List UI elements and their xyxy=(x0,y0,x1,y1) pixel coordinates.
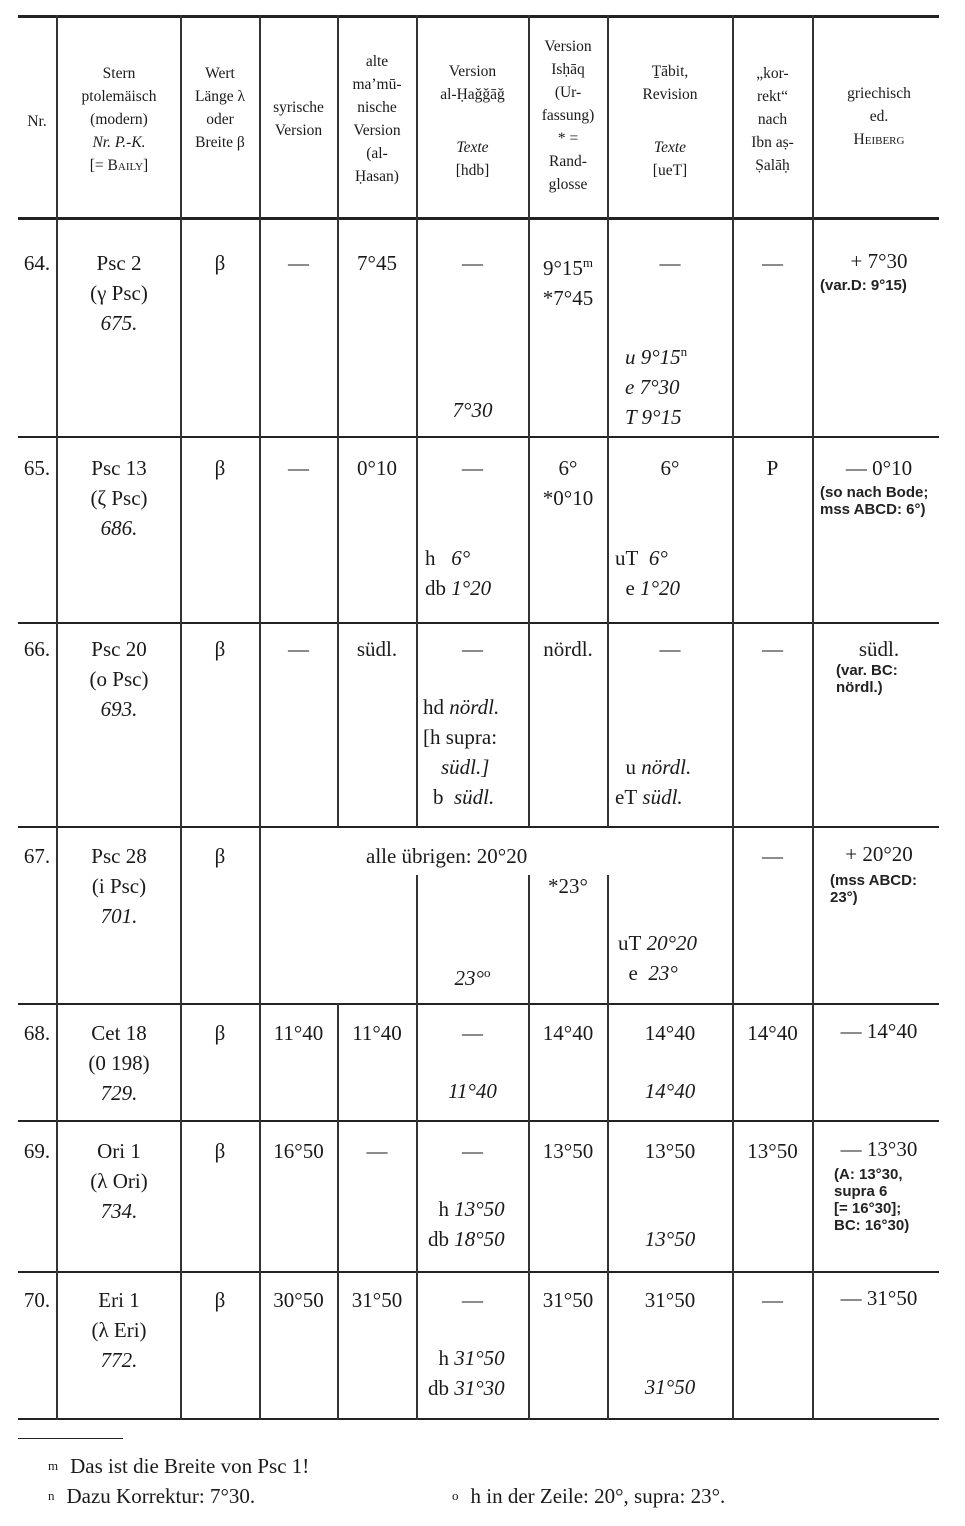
stern-name: Cet 18 xyxy=(91,1021,147,1045)
row-stern xyxy=(58,453,180,543)
row-nr: 66. xyxy=(23,637,51,661)
row-alte: 0°10 xyxy=(357,456,397,480)
griech-note-line: (var. BC: xyxy=(836,662,898,679)
row-tabit-variants xyxy=(618,928,732,988)
row-griech: — 0°10 xyxy=(845,456,913,480)
stern-modern: (ζ Psc) xyxy=(90,486,148,510)
row-griech: — 13°30 xyxy=(840,1137,918,1161)
hajjaj-supra: [h supra: xyxy=(423,725,498,749)
manuscript-siglum: uT xyxy=(615,546,639,570)
griech-note-line: [= 16°30]; xyxy=(834,1200,902,1217)
header-griechisch-line: Heiberg xyxy=(853,131,905,148)
manuscript-siglum: db xyxy=(425,576,446,600)
header-hajjaj-line xyxy=(417,106,528,136)
row-syr: — xyxy=(288,637,309,661)
row-hajjaj: — xyxy=(462,1021,483,1045)
header-stern-line: (modern) xyxy=(90,111,148,128)
row-ishaq: 14°40 xyxy=(542,1021,594,1045)
header-hajjaj-line: Version xyxy=(448,63,497,80)
header-griechisch-line: griechisch xyxy=(847,85,911,102)
griech-note-line: nördl.) xyxy=(836,679,883,696)
griech-note-line: 23°) xyxy=(830,889,858,906)
footnote-mark: m xyxy=(582,255,594,270)
header-tabit-line: [ueT] xyxy=(652,162,688,179)
row-korrekt: — xyxy=(762,637,783,661)
row-ishaq: *23° xyxy=(548,874,588,898)
footnote-mark: m xyxy=(48,1458,59,1473)
header-stern-line: Stern xyxy=(102,65,136,82)
header-wert-line: Breite β xyxy=(195,134,245,151)
row-tabit-variant: 14°40 xyxy=(644,1079,696,1103)
row-hajjaj: — xyxy=(462,637,483,661)
header-wert-line: Länge λ xyxy=(194,88,246,105)
row-stern xyxy=(58,634,180,724)
row-hajjaj: — xyxy=(462,456,483,480)
stern-name: Ori 1 xyxy=(97,1139,141,1163)
row-tabit-variants xyxy=(615,752,732,812)
hajjaj-variant: 31°50 xyxy=(454,1346,505,1370)
footnote-mark: o xyxy=(452,1488,459,1503)
griech-note-line: (mss ABCD: xyxy=(830,872,917,889)
header-wert-line: oder xyxy=(206,111,234,128)
row-alte: — xyxy=(366,1139,388,1163)
header-hajjaj xyxy=(417,60,528,182)
header-syrische xyxy=(260,96,337,142)
ishaq-glosse: *0°10 xyxy=(542,486,594,510)
row-griech-note xyxy=(820,484,945,518)
header-hajjaj-line: al-Ḥaǧǧāǧ xyxy=(440,86,505,103)
griech-note-line: (A: 13°30, xyxy=(834,1166,903,1183)
row-alte: 11°40 xyxy=(352,1021,402,1045)
row-wert: β xyxy=(214,844,226,868)
bottom-rule xyxy=(18,1418,939,1420)
header-stern-line: [= Baily] xyxy=(89,157,149,174)
stern-modern: (λ Eri) xyxy=(91,1318,147,1342)
header-ishaq-line: * = xyxy=(557,130,579,147)
row-hajjaj: — xyxy=(462,251,483,275)
header-alte-line: alte xyxy=(365,53,389,70)
ishaq-value: 9°15 xyxy=(542,256,583,280)
header-ishaq-line: Isḥāq xyxy=(551,61,585,78)
griech-note-line: BC: 16°30) xyxy=(834,1217,910,1234)
header-alte-line: ma’mū- xyxy=(352,76,402,93)
row-ishaq: 13°50 xyxy=(542,1139,594,1163)
stern-number: 734. xyxy=(100,1199,138,1223)
row-stern xyxy=(58,841,180,931)
row-alte: südl. xyxy=(356,637,398,661)
header-nr xyxy=(18,110,56,133)
hajjaj-variant: 1°20 xyxy=(451,576,492,600)
header-stern xyxy=(58,62,180,177)
stern-number: 693. xyxy=(100,697,138,721)
row-wert: β xyxy=(214,1288,226,1312)
row-wert: β xyxy=(214,1021,226,1045)
row-hajjaj-variants xyxy=(425,543,528,603)
stern-modern: (λ Ori) xyxy=(90,1169,148,1193)
row-korrekt: 13°50 xyxy=(747,1139,798,1163)
row-rule xyxy=(18,436,939,438)
row-stern xyxy=(58,1136,180,1226)
ishaq-value: 6° xyxy=(558,456,578,480)
row-tabit: 13°50 xyxy=(644,1139,696,1163)
tabit-variant: T 9°15 xyxy=(625,405,682,429)
header-tabit-line xyxy=(608,106,732,136)
row-syr: 11°40 xyxy=(273,1021,324,1045)
griech-note-line: supra 6 xyxy=(834,1183,888,1200)
row-alte: 7°45 xyxy=(357,251,397,275)
col-rule xyxy=(180,15,182,1420)
row-tabit: 14°40 xyxy=(644,1021,696,1045)
hajjaj-variant: südl. xyxy=(454,785,495,809)
footnote-text: h in der Zeile: 20°, supra: 23°. xyxy=(470,1484,726,1508)
header-griechisch xyxy=(813,82,945,151)
stern-modern: (o Psc) xyxy=(89,667,149,691)
stern-name: Psc 20 xyxy=(91,637,147,661)
hajjaj-variant: 6° xyxy=(451,546,471,570)
header-korrekt-line: „kor- xyxy=(756,65,789,82)
footnote-o xyxy=(452,1482,725,1510)
row-tabit: — xyxy=(659,251,681,275)
row-griech: — 31°50 xyxy=(840,1286,918,1310)
manuscript-siglum: h xyxy=(425,546,436,570)
row-griech-note xyxy=(834,1166,945,1234)
hajjaj-variant: 23° xyxy=(454,966,484,990)
row-tabit: 6° xyxy=(660,456,680,480)
tabit-variant: südl. xyxy=(642,785,683,809)
row-rule xyxy=(18,622,939,624)
manuscript-siglum: db xyxy=(428,1376,449,1400)
row-syr: — xyxy=(288,251,309,275)
manuscript-siglum: uT xyxy=(618,931,642,955)
stern-number: 686. xyxy=(100,516,138,540)
col-rule xyxy=(259,15,261,1420)
row-wert: β xyxy=(214,251,226,275)
row-stern xyxy=(58,1018,180,1108)
header-rule xyxy=(18,217,939,220)
manuscript-siglum: db xyxy=(428,1227,449,1251)
header-alte-line: nische xyxy=(357,99,397,116)
header-ishaq xyxy=(529,35,607,196)
row-stern xyxy=(58,248,180,338)
footnote-rule xyxy=(18,1438,123,1439)
row-ishaq: nördl. xyxy=(543,637,593,661)
row-span-text: alle übrigen: 20°20 xyxy=(366,844,528,868)
footnote-mark: n xyxy=(680,344,688,359)
row-ishaq: 31°50 xyxy=(542,1288,594,1312)
row-wert: β xyxy=(214,637,226,661)
stern-modern: (γ Psc) xyxy=(90,281,148,305)
row-tabit: — xyxy=(659,637,681,661)
header-griechisch-line: ed. xyxy=(869,108,889,125)
row-nr: 67. xyxy=(23,844,51,868)
col-rule xyxy=(732,15,734,1420)
header-stern-line: Nr. P.-K. xyxy=(92,134,146,151)
footnote-text: Das ist die Breite von Psc 1! xyxy=(70,1454,310,1478)
row-hajjaj: — xyxy=(462,1288,483,1312)
header-korrekt-line: Ibn aṣ- xyxy=(751,134,794,151)
row-korrekt: — xyxy=(762,844,783,868)
stern-name: Psc 28 xyxy=(91,844,147,868)
header-tabit-line: Texte xyxy=(653,139,687,156)
row-griech-note: (var.D: 9°15) xyxy=(820,277,907,294)
row-tabit-variant: 31°50 xyxy=(644,1375,696,1399)
tabit-variant: 23° xyxy=(648,961,678,985)
row-nr: 64. xyxy=(23,251,51,275)
header-ishaq-line: glosse xyxy=(548,176,588,193)
tabit-variant: e 7°30 xyxy=(625,375,680,399)
griech-note-line: mss ABCD: 6°) xyxy=(820,501,926,518)
header-ishaq-line: fassung) xyxy=(541,107,595,124)
tabit-variant: u 9°15 xyxy=(625,345,681,369)
stern-number: 701. xyxy=(100,904,138,928)
header-hajjaj-line: [hdb] xyxy=(455,162,490,179)
header-alte xyxy=(338,50,416,188)
row-hajjaj: — xyxy=(462,1139,483,1163)
header-alte-line: Version xyxy=(353,122,401,139)
row-ishaq xyxy=(529,453,607,513)
row-nr: 69. xyxy=(23,1139,51,1163)
manuscript-siglum: b xyxy=(433,785,444,809)
col-rule xyxy=(337,1003,339,1420)
row-syr: — xyxy=(288,456,309,480)
row-hajjaj-variants xyxy=(428,1343,528,1403)
tabit-variant: 20°20 xyxy=(646,931,697,955)
row-griech-note xyxy=(836,662,945,696)
manuscript-siglum: hd xyxy=(423,695,444,719)
header-korrekt-line: nach xyxy=(757,111,788,128)
hajjaj-variant: 18°50 xyxy=(454,1227,505,1251)
manuscript-siglum: h xyxy=(438,1197,449,1221)
row-korrekt: — xyxy=(762,251,783,275)
row-korrekt: P xyxy=(766,456,779,480)
row-griech: + 7°30 xyxy=(850,249,908,273)
row-hajjaj-variant: 7°30 xyxy=(452,398,493,422)
row-griech: südl. xyxy=(858,637,900,661)
row-syr: 16°50 xyxy=(273,1139,324,1163)
row-griech: — 14°40 xyxy=(840,1019,918,1043)
ishaq-glosse: *7°45 xyxy=(542,286,594,310)
row-rule xyxy=(18,1271,939,1273)
footnote-mark: o xyxy=(483,965,491,980)
row-alte: 31°50 xyxy=(351,1288,403,1312)
footnote-mark: n xyxy=(48,1488,55,1503)
manuscript-siglum: e xyxy=(625,576,635,600)
hajjaj-variant: 13°50 xyxy=(454,1197,505,1221)
row-stern xyxy=(58,1285,180,1375)
row-hajjaj-variants xyxy=(428,1194,528,1254)
tabit-variant: 1°20 xyxy=(640,576,680,600)
row-rule xyxy=(18,1120,939,1122)
row-wert: β xyxy=(214,1139,226,1163)
manuscript-siglum: eT xyxy=(615,785,638,809)
stern-name: Eri 1 xyxy=(98,1288,140,1312)
header-tabit xyxy=(608,60,732,182)
header-stern-line: ptolemäisch xyxy=(81,88,157,105)
row-rule xyxy=(18,826,939,828)
header-korrekt-line: rekt“ xyxy=(757,88,788,105)
header-wert-line: Wert xyxy=(205,65,235,82)
row-korrekt: 14°40 xyxy=(747,1021,798,1045)
hajjaj-variant: südl.] xyxy=(441,755,490,779)
header-tabit-line: Revision xyxy=(642,86,698,103)
tabit-variant: 6° xyxy=(648,546,668,570)
stern-number: 675. xyxy=(100,311,138,335)
row-korrekt: — xyxy=(762,1288,783,1312)
row-ishaq xyxy=(529,248,607,313)
header-korrekt-line: Ṣalāḥ xyxy=(755,157,790,174)
row-rule xyxy=(18,1003,939,1005)
footnote-text: Dazu Korrektur: 7°30. xyxy=(66,1484,256,1508)
header-hajjaj-line: Texte xyxy=(456,139,489,156)
row-nr: 65. xyxy=(23,456,51,480)
header-ishaq-line: Version xyxy=(544,38,592,55)
stern-modern: (i Psc) xyxy=(91,874,147,898)
footnote-n xyxy=(48,1482,255,1510)
manuscript-siglum: u xyxy=(625,755,636,779)
manuscript-siglum: h xyxy=(438,1346,449,1370)
row-hajjaj-variant xyxy=(417,958,528,993)
row-hajjaj-variant: 11°40 xyxy=(448,1079,497,1103)
stern-modern: (0 198) xyxy=(88,1051,150,1075)
header-wert xyxy=(181,62,259,154)
row-syr: 30°50 xyxy=(273,1288,324,1312)
header-ishaq-line: Rand- xyxy=(549,153,587,170)
col-rule xyxy=(812,15,814,1420)
header-korrekt xyxy=(733,62,812,177)
header-syrische-line: syrische xyxy=(273,99,324,116)
header-alte-line: Ḥasan) xyxy=(355,168,399,185)
tabit-variant: nördl. xyxy=(641,755,692,779)
header-nr-text: Nr. xyxy=(27,113,47,130)
row-tabit: 31°50 xyxy=(644,1288,696,1312)
header-ishaq-line: (Ur- xyxy=(554,84,582,101)
stern-number: 772. xyxy=(100,1348,138,1372)
footnote-m xyxy=(48,1452,309,1480)
header-tabit-line: Ṯābit, xyxy=(651,63,689,80)
hajjaj-variant: nördl. xyxy=(449,695,500,719)
row-griech-note xyxy=(830,872,945,906)
manuscript-siglum: e xyxy=(628,961,638,985)
row-tabit-variants xyxy=(615,543,732,603)
stern-name: Psc 13 xyxy=(91,456,147,480)
row-griech: + 20°20 xyxy=(845,842,913,866)
row-wert: β xyxy=(214,456,226,480)
header-syrische-line: Version xyxy=(274,122,323,139)
top-rule xyxy=(18,15,939,18)
row-tabit-variant: 13°50 xyxy=(644,1227,696,1251)
row-nr: 68. xyxy=(23,1021,51,1045)
row-hajjaj-variants xyxy=(423,692,528,812)
hajjaj-variant: 31°30 xyxy=(454,1376,505,1400)
header-alte-line: (al- xyxy=(366,145,388,162)
stern-number: 729. xyxy=(100,1081,138,1105)
griech-note-line: (so nach Bode; xyxy=(820,484,929,501)
row-tabit-variants xyxy=(625,337,732,432)
row-nr: 70. xyxy=(23,1288,51,1312)
stern-name: Psc 2 xyxy=(96,251,142,275)
